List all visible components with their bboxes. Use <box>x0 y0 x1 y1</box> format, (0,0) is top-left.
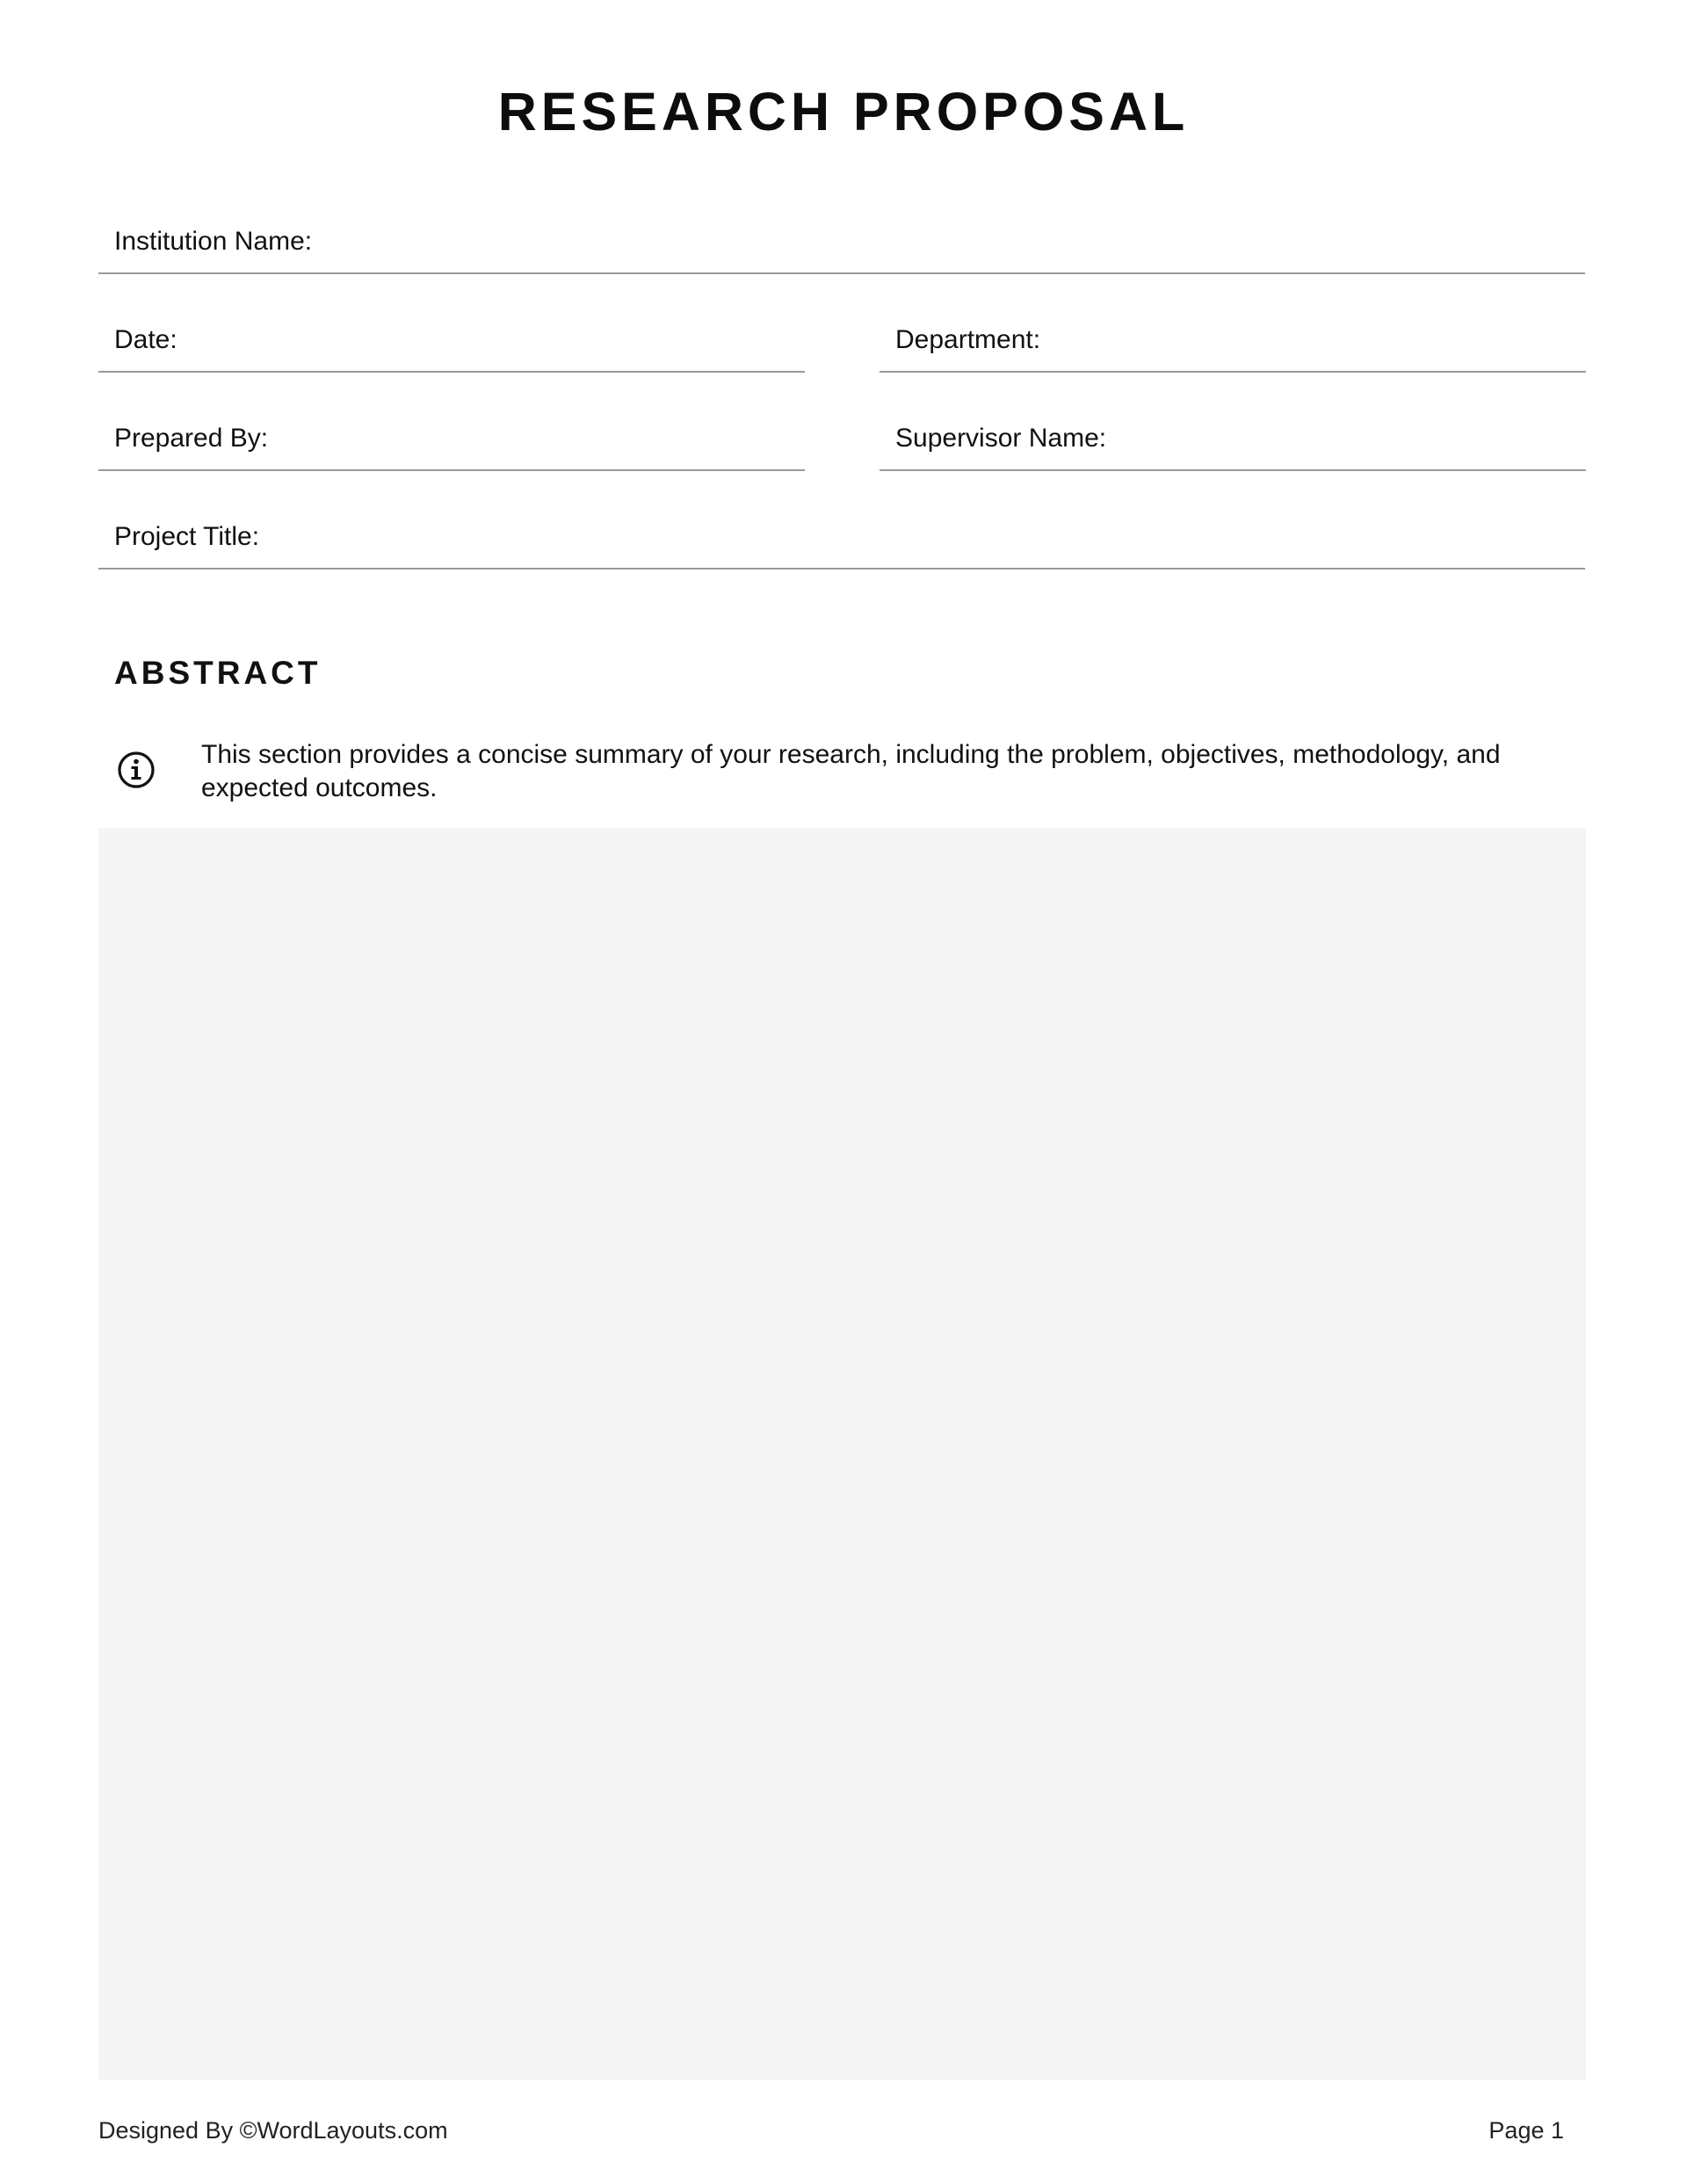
prepared-by-field[interactable] <box>98 408 805 471</box>
abstract-input-area[interactable] <box>98 828 1586 2080</box>
department-label: Department: <box>895 325 1041 354</box>
department-field[interactable] <box>880 309 1586 373</box>
prepared-by-label: Prepared By: <box>114 424 269 453</box>
project-title-label: Project Title: <box>114 522 260 551</box>
footer-credit: Designed By ©WordLayouts.com <box>98 2117 448 2144</box>
document-title: RESEARCH PROPOSAL <box>497 82 1190 141</box>
institution-name-field[interactable] <box>98 211 1585 274</box>
info-icon <box>117 751 156 789</box>
date-field[interactable] <box>98 309 805 373</box>
abstract-instructions: This section provides a concise summary of your research, including the problem, objectives, methodology, and expected outcomes. <box>201 740 1501 802</box>
institution-name-label: Institution Name: <box>114 227 313 256</box>
supervisor-name-field[interactable] <box>880 408 1586 471</box>
page-number: Page 1 <box>1488 2117 1564 2144</box>
project-title-field[interactable] <box>98 506 1585 570</box>
supervisor-name-label: Supervisor Name: <box>895 424 1107 453</box>
date-label: Date: <box>114 325 177 354</box>
abstract-heading: ABSTRACT <box>114 655 322 691</box>
